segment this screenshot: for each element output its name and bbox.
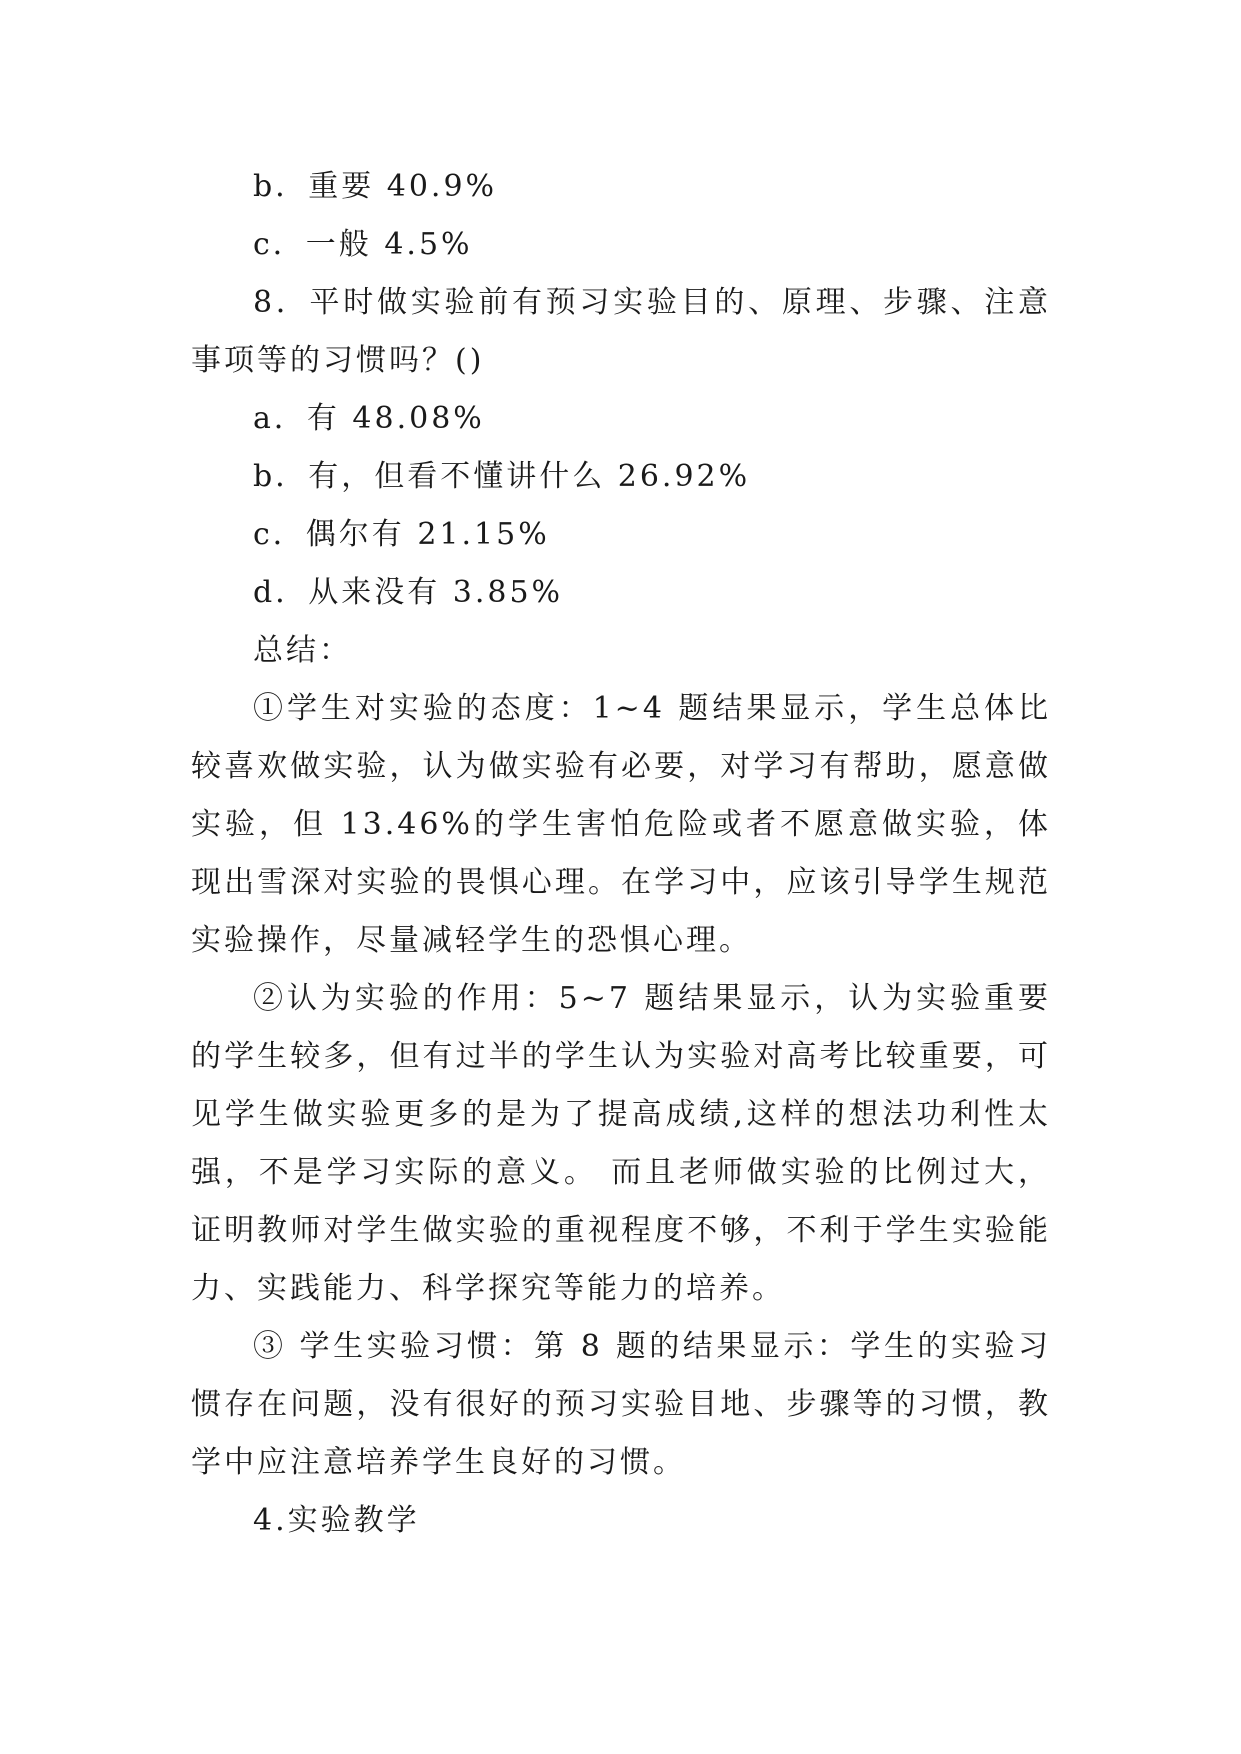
option-q8-a: a．有 48.08% bbox=[253, 401, 485, 436]
option-q7-c: c．一般 4.5% bbox=[253, 227, 473, 262]
summary-paragraph-3: ③ 学生实验习惯：第 8 题的结果显示：学生的实验习惯存在问题，没有很好的预习实验目地、步骤等的习惯，教学中应注意培养学生良好的习惯。 bbox=[191, 1329, 1051, 1480]
summary-heading: 总结： bbox=[253, 633, 352, 668]
summary-paragraph-2: ②认为实验的作用：5~7 题结果显示，认为实验重要的学生较多，但有过半的学生认为实验对高考比较重要，可见学生做实验更多的是为了提高成绩,这样的想法功利性太强，不是学习实际的意义。 而且老师做实验的比例过大，证明教师对学生做实验的重视程度不够，不利于学生实验能力、实践能力、科学探究等能力的培养。 bbox=[191, 981, 1051, 1306]
question-8: 8．平时做实验前有预习实验目的、原理、步骤、注意事项等的习惯吗？() bbox=[191, 285, 1051, 378]
summary-paragraph-1: ①学生对实验的态度：1~4 题结果显示，学生总体比较喜欢做实验，认为做实验有必要，对学习有帮助，愿意做实验，但 13.46%的学生害怕危险或者不愿意做实验，体现出雪深对实验的畏惧心理。在学习中，应该引导学生规范实验操作，尽量减轻学生的恐惧心理。 bbox=[191, 691, 1051, 958]
option-q8-d: d．从来没有 3.85% bbox=[253, 575, 564, 610]
document-body bbox=[191, 158, 1051, 1550]
section-heading-4: 4.实验教学 bbox=[253, 1503, 420, 1538]
option-q8-c: c．偶尔有 21.15% bbox=[253, 517, 550, 552]
option-q7-b: b．重要 40.9% bbox=[253, 169, 498, 204]
option-q8-b: b．有，但看不懂讲什么 26.92% bbox=[253, 459, 751, 494]
